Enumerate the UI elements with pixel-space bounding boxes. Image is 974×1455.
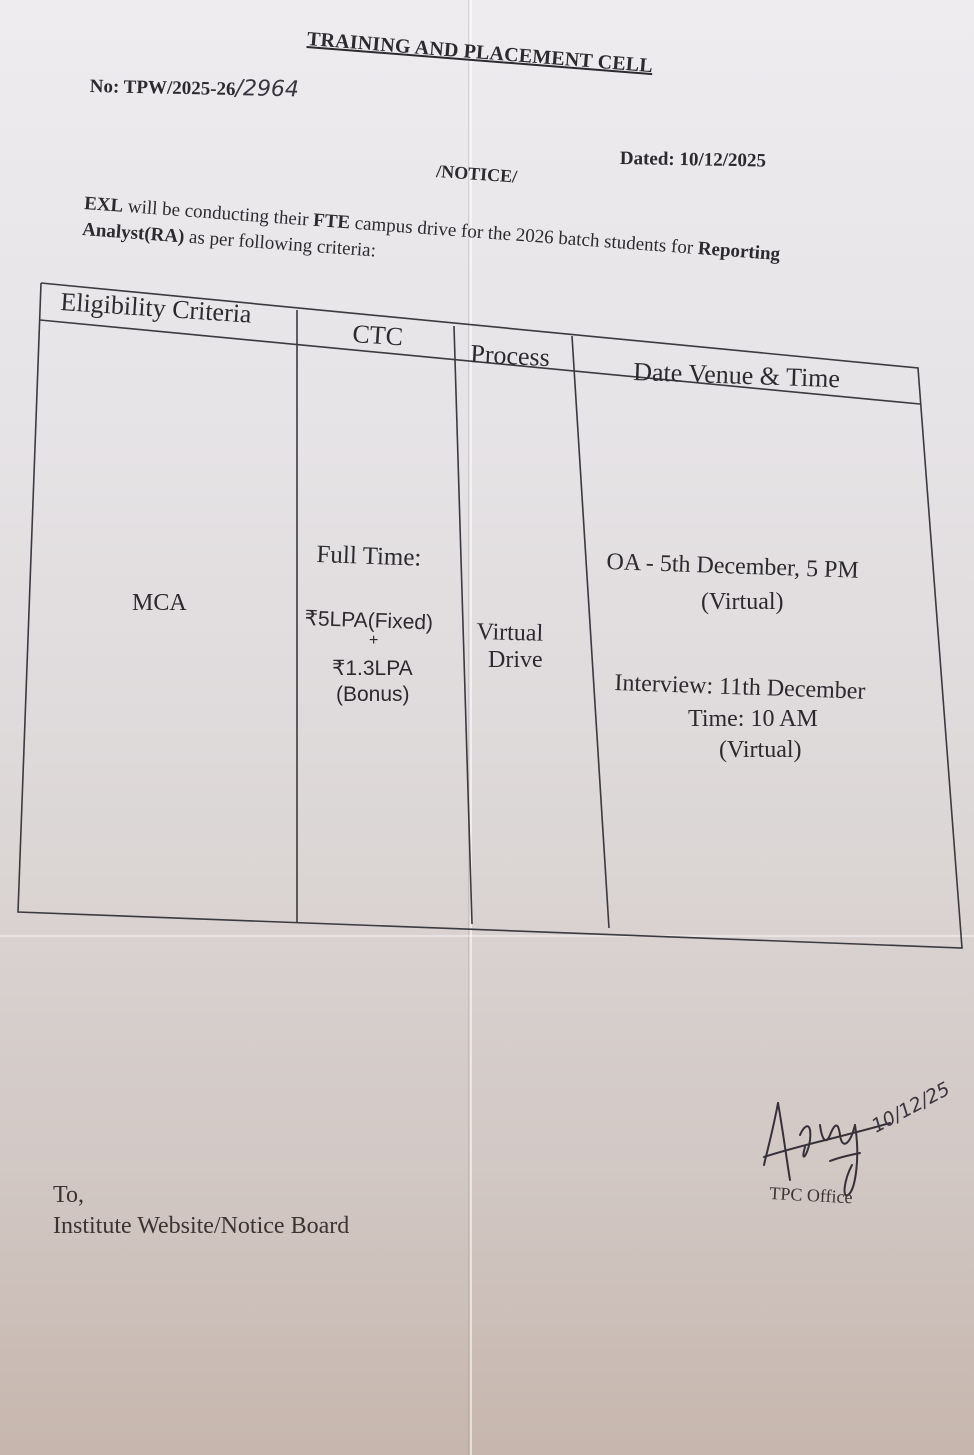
document-title: TRAINING AND PLACEMENT CELL	[306, 28, 654, 78]
intro-text-a: will be conducting their	[122, 195, 314, 231]
signature-date: 10/12/25	[868, 1077, 954, 1138]
ctc-plus: +	[369, 632, 379, 649]
oa-schedule: OA - 5th December, 5 PM	[606, 549, 860, 584]
header-date-venue-time: Date Venue & Time	[632, 357, 841, 394]
reference-label: No: TPW/2025-26	[89, 75, 236, 101]
office-label: TPC Office	[768, 1183, 854, 1208]
recipient-block	[53, 1180, 349, 1242]
intro-text-c: as per following criteria:	[183, 226, 377, 262]
recipient-name: Institute Website/Notice Board	[53, 1213, 350, 1239]
role-first-word: Reporting	[697, 238, 781, 266]
ctc-label: Full Time:	[316, 541, 422, 572]
header-eligibility: Eligibility Criteria	[59, 287, 253, 329]
ctc-fixed: ₹5LPA(Fixed)	[304, 606, 434, 635]
table-col-divider-2	[454, 326, 472, 924]
interview-time: Time: 10 AM	[688, 706, 818, 732]
header-process: Process	[469, 339, 551, 373]
role-second-word: Analyst(RA)	[81, 219, 186, 248]
process-line-1: Virtual	[476, 619, 544, 647]
intro-text-b: campus drive for the 2026 batch students for	[349, 212, 699, 260]
fte-label: FTE	[312, 209, 351, 234]
header-ctc: CTC	[351, 319, 404, 352]
interview-schedule: Interview: 11th December	[614, 670, 866, 705]
notice-heading: /NOTICE/	[435, 161, 518, 187]
date-line: Dated: 10/12/2025	[619, 148, 767, 172]
reference-handwritten: /2964	[235, 76, 300, 103]
process-line-2: Drive	[488, 647, 543, 673]
interview-mode: (Virtual)	[719, 737, 802, 763]
company-name: EXL	[83, 193, 124, 217]
to-label: To,	[53, 1182, 84, 1208]
ctc-bonus-amount: ₹1.3LPA	[332, 657, 413, 680]
eligibility-value: MCA	[132, 590, 187, 616]
table-col-divider-3	[572, 336, 609, 928]
oa-mode: (Virtual)	[701, 589, 784, 615]
ctc-bonus-label: (Bonus)	[336, 683, 410, 706]
